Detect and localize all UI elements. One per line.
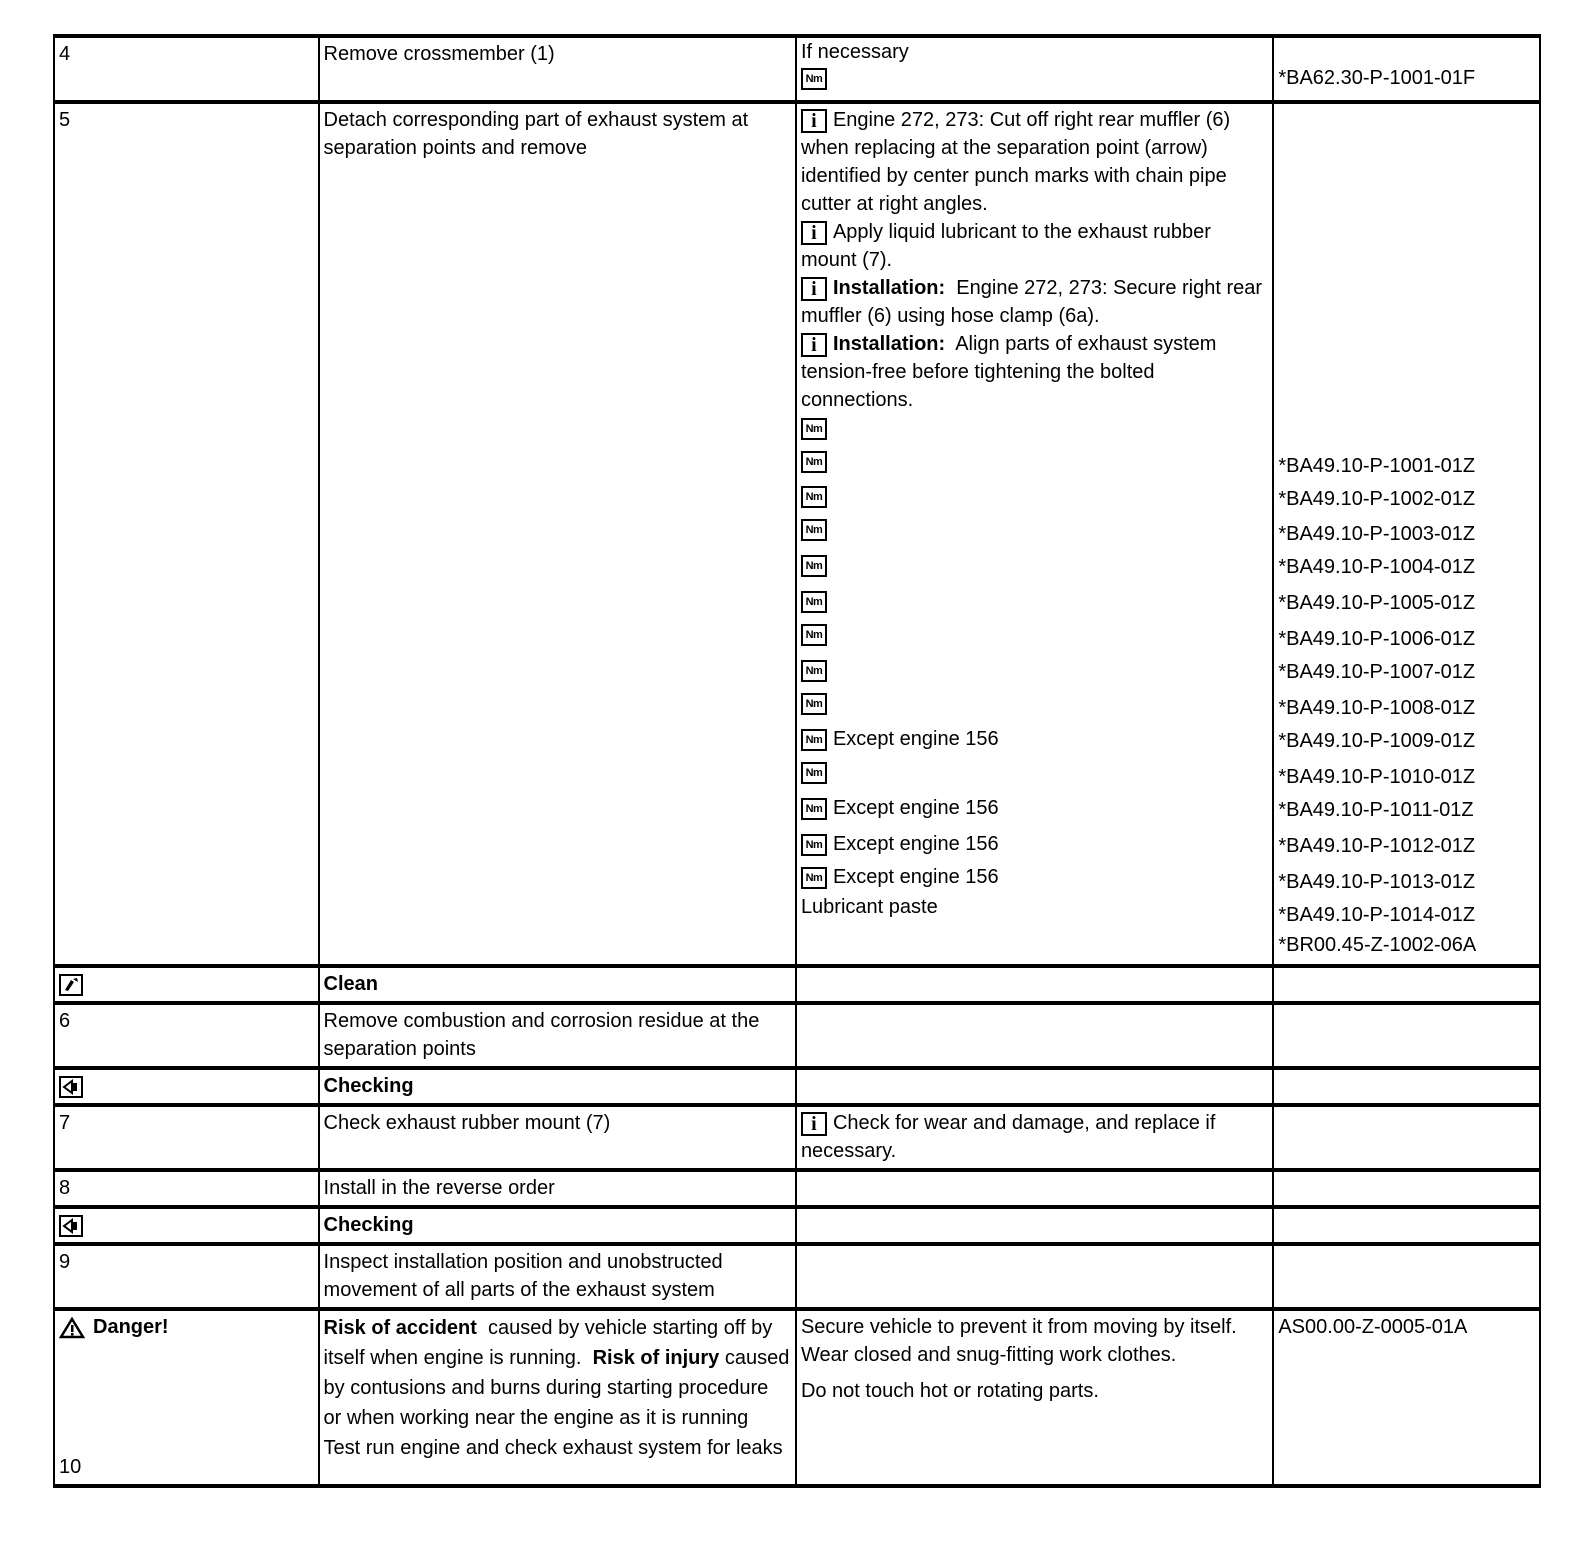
checking-icon-cell <box>54 1068 319 1105</box>
action-text: Check exhaust rubber mount (7) <box>323 1112 611 1134</box>
empty-cell <box>796 1068 1273 1105</box>
risk-label: Risk of accident <box>323 1317 477 1339</box>
empty-cell <box>1273 1170 1540 1207</box>
reference-link[interactable]: *BA49.10-P-1012-01Z <box>1278 835 1476 857</box>
danger-row <box>54 1309 1540 1486</box>
checking-icon <box>59 1215 83 1237</box>
section-label <box>319 966 796 1003</box>
risk-description: caused by vehicle starting off by itself when engine is running. <box>323 1317 773 1369</box>
torque-note <box>801 414 1268 447</box>
torque-note <box>801 620 1268 656</box>
action-text: Remove crossmember (1) <box>323 43 555 65</box>
torque-icon: Nm <box>801 591 827 613</box>
torque-list <box>801 414 1268 893</box>
section-label-text: Checking <box>323 1214 414 1236</box>
reference-link[interactable]: *BA49.10-P-1014-01Z <box>1278 904 1476 926</box>
torque-icon: Nm <box>801 555 827 577</box>
torque-icon: Nm <box>801 486 827 508</box>
torque-note <box>801 656 1268 689</box>
step-row-9 <box>54 1244 1540 1309</box>
reference-link[interactable]: *BA49.10-P-1005-01Z <box>1278 592 1476 614</box>
step-action <box>319 1105 796 1170</box>
step-number <box>54 1003 319 1068</box>
section-label-text: Clean <box>323 973 378 995</box>
step-number <box>54 36 319 102</box>
torque-note <box>801 689 1268 725</box>
warning-triangle-icon <box>59 1317 85 1339</box>
danger-description <box>319 1309 796 1486</box>
risk-label: Risk of injury <box>592 1347 720 1369</box>
torque-note-text: Except engine 156 <box>832 797 999 819</box>
procedure-table <box>53 34 1541 1488</box>
measure-text: Do not touch hot or rotating parts. <box>800 1380 1099 1402</box>
step-number <box>54 1105 319 1170</box>
empty-cell <box>796 1170 1273 1207</box>
empty-cell <box>796 1003 1273 1068</box>
section-label <box>319 1207 796 1244</box>
info-note <box>801 1109 1268 1165</box>
danger-measures <box>796 1309 1273 1486</box>
reference-link[interactable]: *BA49.10-P-1003-01Z <box>1278 523 1476 545</box>
step-action <box>319 1003 796 1068</box>
info-note <box>801 330 1268 414</box>
clean-header-row <box>54 966 1540 1003</box>
reference-link[interactable]: *BA49.10-P-1008-01Z <box>1278 697 1476 719</box>
torque-note <box>801 758 1268 794</box>
info-text: Engine 272, 273: Cut off right rear muffler (6) when replacing at the separation point (arrow) identified by center punch marks with chain pipe cutter at right angles. <box>800 109 1231 215</box>
torque-note <box>801 830 1268 863</box>
empty-cell <box>796 1207 1273 1244</box>
empty-cell <box>1273 1207 1540 1244</box>
step-row-5 <box>54 102 1540 966</box>
step-notes <box>796 36 1273 102</box>
step-reference <box>1273 102 1540 966</box>
torque-note <box>801 515 1268 551</box>
step-10-action: Test run engine and check exhaust system for leaks <box>323 1437 783 1459</box>
checking-header-row <box>54 1207 1540 1244</box>
step-number-text: 8 <box>59 1177 71 1199</box>
torque-icon: Nm <box>801 624 827 646</box>
step-row-4 <box>54 36 1540 102</box>
danger-text: Danger! <box>93 1316 169 1338</box>
action-text: Remove combustion and corrosion residue at the separation points <box>323 1010 760 1060</box>
section-label-text: Checking <box>323 1075 414 1097</box>
step-action <box>319 1244 796 1309</box>
checking-icon <box>59 1076 83 1098</box>
info-text: Align parts of exhaust system tension-free before tightening the bolted connections. <box>800 333 1217 411</box>
torque-icon: Nm <box>801 68 827 90</box>
measure-text: Secure vehicle to prevent it from moving by itself. <box>800 1316 1237 1338</box>
reference-link[interactable]: *BA49.10-P-1009-01Z <box>1278 730 1476 752</box>
step-number-text: 7 <box>59 1112 71 1134</box>
torque-icon: Nm <box>801 729 827 751</box>
step-reference <box>1273 36 1540 102</box>
step-number-10: 10 <box>59 1456 82 1478</box>
step-row-6 <box>54 1003 1540 1068</box>
info-icon: i <box>801 109 827 133</box>
reference-link[interactable]: *BA49.10-P-1007-01Z <box>1278 661 1476 683</box>
step-number-text: 4 <box>59 43 71 65</box>
risk-text <box>324 1313 791 1433</box>
torque-icon: Nm <box>801 693 827 715</box>
step-number <box>54 1170 319 1207</box>
info-icon: i <box>801 333 827 357</box>
action-text: Detach corresponding part of exhaust system at separation points and remove <box>323 109 749 159</box>
note-text: If necessary <box>800 41 909 63</box>
torque-note <box>801 863 1268 893</box>
checking-icon-cell <box>54 1207 319 1244</box>
step-row-8 <box>54 1170 1540 1207</box>
torque-note <box>801 725 1268 758</box>
action-text: Install in the reverse order <box>323 1177 555 1199</box>
empty-cell <box>796 966 1273 1003</box>
step-number-text: 9 <box>59 1251 71 1273</box>
checking-header-row <box>54 1068 1540 1105</box>
step-number <box>54 102 319 966</box>
section-label <box>319 1068 796 1105</box>
torque-icon: Nm <box>801 418 827 440</box>
torque-icon: Nm <box>801 834 827 856</box>
info-icon: i <box>801 221 827 245</box>
torque-icon: Nm <box>801 519 827 541</box>
clean-icon-cell <box>54 966 319 1003</box>
torque-icon: Nm <box>801 660 827 682</box>
torque-note-text: Except engine 156 <box>832 866 999 888</box>
empty-cell <box>796 1244 1273 1309</box>
empty-cell <box>1273 1068 1540 1105</box>
torque-note <box>801 447 1268 482</box>
empty-cell <box>1273 1003 1540 1068</box>
empty-cell <box>1273 966 1540 1003</box>
reference-link[interactable]: AS00.00-Z-0005-01A <box>1278 1316 1468 1338</box>
clean-icon <box>59 974 83 996</box>
info-icon: i <box>801 277 827 301</box>
step-action <box>319 102 796 966</box>
reference-link[interactable]: *BR00.45-Z-1002-06A <box>1278 934 1477 956</box>
torque-note <box>801 551 1268 587</box>
info-text: Engine 272, 273: Secure right rear muffler (6) using hose clamp (6a). <box>800 277 1263 327</box>
torque-note-text: Except engine 156 <box>832 833 999 855</box>
installation-label: Installation: <box>832 277 946 299</box>
step-row-7 <box>54 1105 1540 1170</box>
torque-icon: Nm <box>801 451 827 473</box>
info-note <box>801 274 1268 330</box>
info-note <box>801 218 1268 274</box>
torque-note <box>801 482 1268 515</box>
torque-icon: Nm <box>801 867 827 889</box>
installation-label: Installation: <box>832 333 946 355</box>
reference-link[interactable]: *BA49.10-P-1006-01Z <box>1278 628 1476 650</box>
step-number <box>54 1244 319 1309</box>
reference-link[interactable]: *BA49.10-P-1011-01Z <box>1278 799 1474 821</box>
risk-description: caused by contusions and burns during starting procedure or when working near the engine as it is running <box>323 1347 790 1429</box>
action-text: Inspect installation position and unobstructed movement of all parts of the exhaust system <box>323 1251 723 1301</box>
step-number-text: 5 <box>59 109 71 131</box>
torque-note <box>801 794 1268 830</box>
reference-link[interactable]: *BA49.10-P-1010-01Z <box>1278 766 1476 788</box>
empty-cell <box>1273 1244 1540 1309</box>
reference-link[interactable]: *BA49.10-P-1001-01Z <box>1278 455 1476 477</box>
torque-note-text: Except engine 156 <box>832 728 999 750</box>
measure-text: Wear closed and snug-fitting work clothes. <box>800 1344 1177 1366</box>
info-icon: i <box>801 1112 827 1136</box>
info-note <box>801 106 1268 218</box>
lubricant-label: Lubricant paste <box>800 896 938 918</box>
reference-link[interactable]: *BA49.10-P-1004-01Z <box>1278 556 1476 578</box>
torque-icon: Nm <box>801 798 827 820</box>
torque-icon: Nm <box>801 762 827 784</box>
danger-cell <box>54 1309 319 1486</box>
step-notes <box>796 1105 1273 1170</box>
info-text: Check for wear and damage, and replace if necessary. <box>800 1112 1216 1162</box>
reference-link[interactable]: *BA62.30-P-1001-01F <box>1278 67 1476 89</box>
step-notes <box>796 102 1273 966</box>
reference-link[interactable]: *BA49.10-P-1002-01Z <box>1278 488 1476 510</box>
step-action <box>319 1170 796 1207</box>
step-number-text: 6 <box>59 1010 71 1032</box>
danger-label <box>59 1313 314 1341</box>
reference-link[interactable]: *BA49.10-P-1013-01Z <box>1278 871 1476 893</box>
step-action <box>319 36 796 102</box>
info-text: Apply liquid lubricant to the exhaust rubber mount (7). <box>800 221 1211 271</box>
torque-reference-list <box>1278 452 1535 931</box>
danger-reference <box>1273 1309 1540 1486</box>
empty-cell <box>1273 1105 1540 1170</box>
torque-note <box>801 587 1268 620</box>
